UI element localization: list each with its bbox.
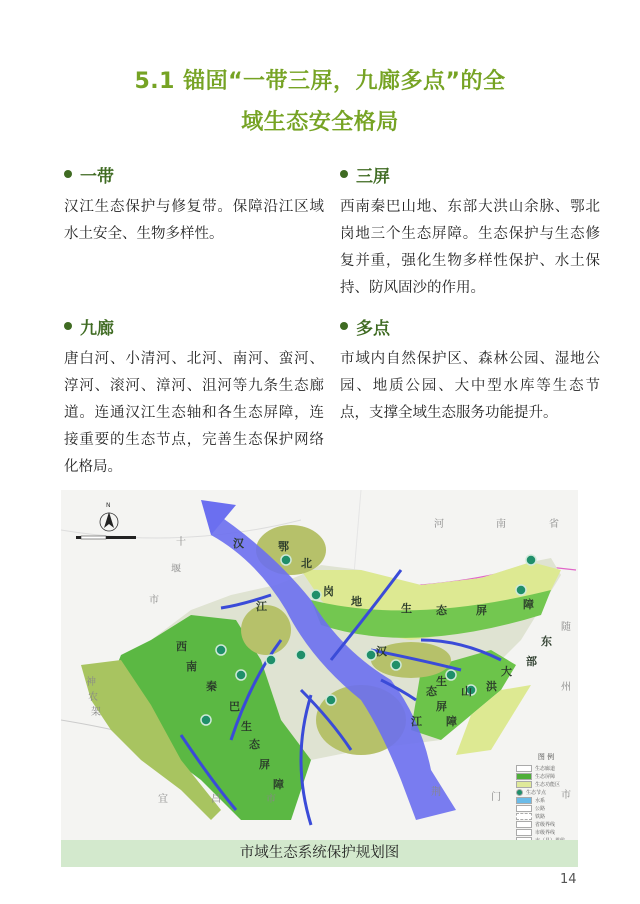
scale-bar: [76, 536, 136, 539]
svg-text:地: 地: [351, 595, 362, 608]
section-heading: 三屏: [356, 166, 390, 187]
svg-text:态: 态: [436, 604, 447, 617]
svg-text:随: 随: [561, 622, 571, 633]
svg-text:省: 省: [549, 519, 559, 530]
map-graphic: [61, 490, 578, 840]
svg-text:河: 河: [434, 519, 444, 530]
svg-text:江: 江: [256, 600, 267, 613]
svg-text:昌: 昌: [211, 794, 221, 805]
page-title-line2: 域生态安全格局: [241, 110, 399, 135]
svg-text:屏: 屏: [259, 758, 270, 771]
svg-text:堰: 堰: [171, 564, 181, 575]
svg-text:汉: 汉: [376, 645, 387, 658]
bullet-icon: [64, 322, 72, 330]
svg-text:东: 东: [541, 635, 552, 648]
section-heading: 多点: [356, 318, 390, 339]
svg-text:北: 北: [301, 557, 312, 570]
section-body: 汉江生态保护与修复带。保障沿江区域水土安全、生物多样性。: [64, 199, 324, 242]
north-arrow-icon: [100, 502, 118, 531]
svg-text:州: 州: [561, 682, 571, 693]
svg-text:秦: 秦: [206, 680, 217, 693]
page-number: 14: [560, 872, 577, 887]
svg-text:神: 神: [86, 677, 96, 688]
svg-text:架: 架: [91, 707, 101, 718]
section-duodian: [340, 314, 600, 427]
svg-text:巴: 巴: [229, 700, 240, 713]
ecological-protection-map: [61, 490, 578, 840]
svg-text:江: 江: [411, 715, 422, 728]
section-sanping: [340, 162, 600, 302]
svg-text:洪: 洪: [486, 680, 497, 693]
svg-text:障: 障: [523, 598, 534, 611]
svg-text:屏: 屏: [476, 604, 487, 617]
svg-text:生: 生: [436, 675, 447, 688]
svg-text:市: 市: [266, 794, 276, 805]
svg-text:鄂: 鄂: [278, 540, 289, 553]
section-body: 西南秦巴山地、东部大洪山余脉、鄂北岗地三个生态屏障。生态保护与生态修复并重，强化生物多样性保护、水土保持、防风固沙的作用。: [340, 199, 600, 296]
svg-text:十: 十: [176, 537, 186, 548]
svg-text:N: N: [106, 502, 111, 509]
map-legend: 图 例 生态廊道 生态屏障 生态功能区 生态节点 水系 公路 铁路 省级界线 市级界线: [516, 752, 576, 852]
section-jiulang: [64, 314, 324, 481]
svg-text:西: 西: [176, 640, 187, 653]
svg-text:态: 态: [249, 738, 260, 751]
svg-text:大: 大: [501, 665, 512, 678]
bullet-icon: [340, 322, 348, 330]
bullet-icon: [64, 170, 72, 178]
svg-text:宜: 宜: [158, 794, 168, 805]
svg-text:岗: 岗: [323, 585, 334, 598]
svg-text:障: 障: [446, 715, 457, 728]
section-yidai: [64, 162, 324, 248]
page-title-line1: 5.1 锚固“一带三屏，九廊多点”的全: [134, 69, 506, 94]
section-body: 唐白河、小清河、北河、南河、蛮河、淳河、滚河、漳河、沮河等九条生态廊道。连通汉江生态轴和各生态屏障，连接重要的生态节点，完善生态保护网络化格局。: [64, 351, 324, 475]
svg-text:部: 部: [526, 655, 537, 668]
section-heading: 九廊: [80, 318, 114, 339]
svg-text:屏: 屏: [436, 700, 447, 713]
svg-text:市: 市: [561, 790, 571, 801]
svg-text:汉: 汉: [233, 537, 244, 550]
map-caption: 市域生态系统保护规划图: [61, 840, 578, 867]
svg-text:南: 南: [496, 519, 506, 530]
section-body: 市域内自然保护区、森林公园、湿地公园、地质公园、大中型水库等生态节点，支撑全域生态服务功能提升。: [340, 351, 600, 421]
bullet-icon: [340, 170, 348, 178]
svg-text:南: 南: [186, 660, 197, 673]
svg-text:生: 生: [241, 720, 252, 733]
svg-text:荆: 荆: [431, 787, 441, 798]
section-heading: 一带: [80, 166, 114, 187]
svg-text:农: 农: [88, 692, 98, 703]
svg-text:生: 生: [401, 602, 412, 615]
svg-text:山: 山: [461, 685, 472, 698]
svg-text:市: 市: [149, 595, 159, 606]
svg-text:态: 态: [426, 685, 437, 698]
svg-text:门: 门: [491, 792, 501, 803]
svg-text:障: 障: [273, 778, 284, 791]
